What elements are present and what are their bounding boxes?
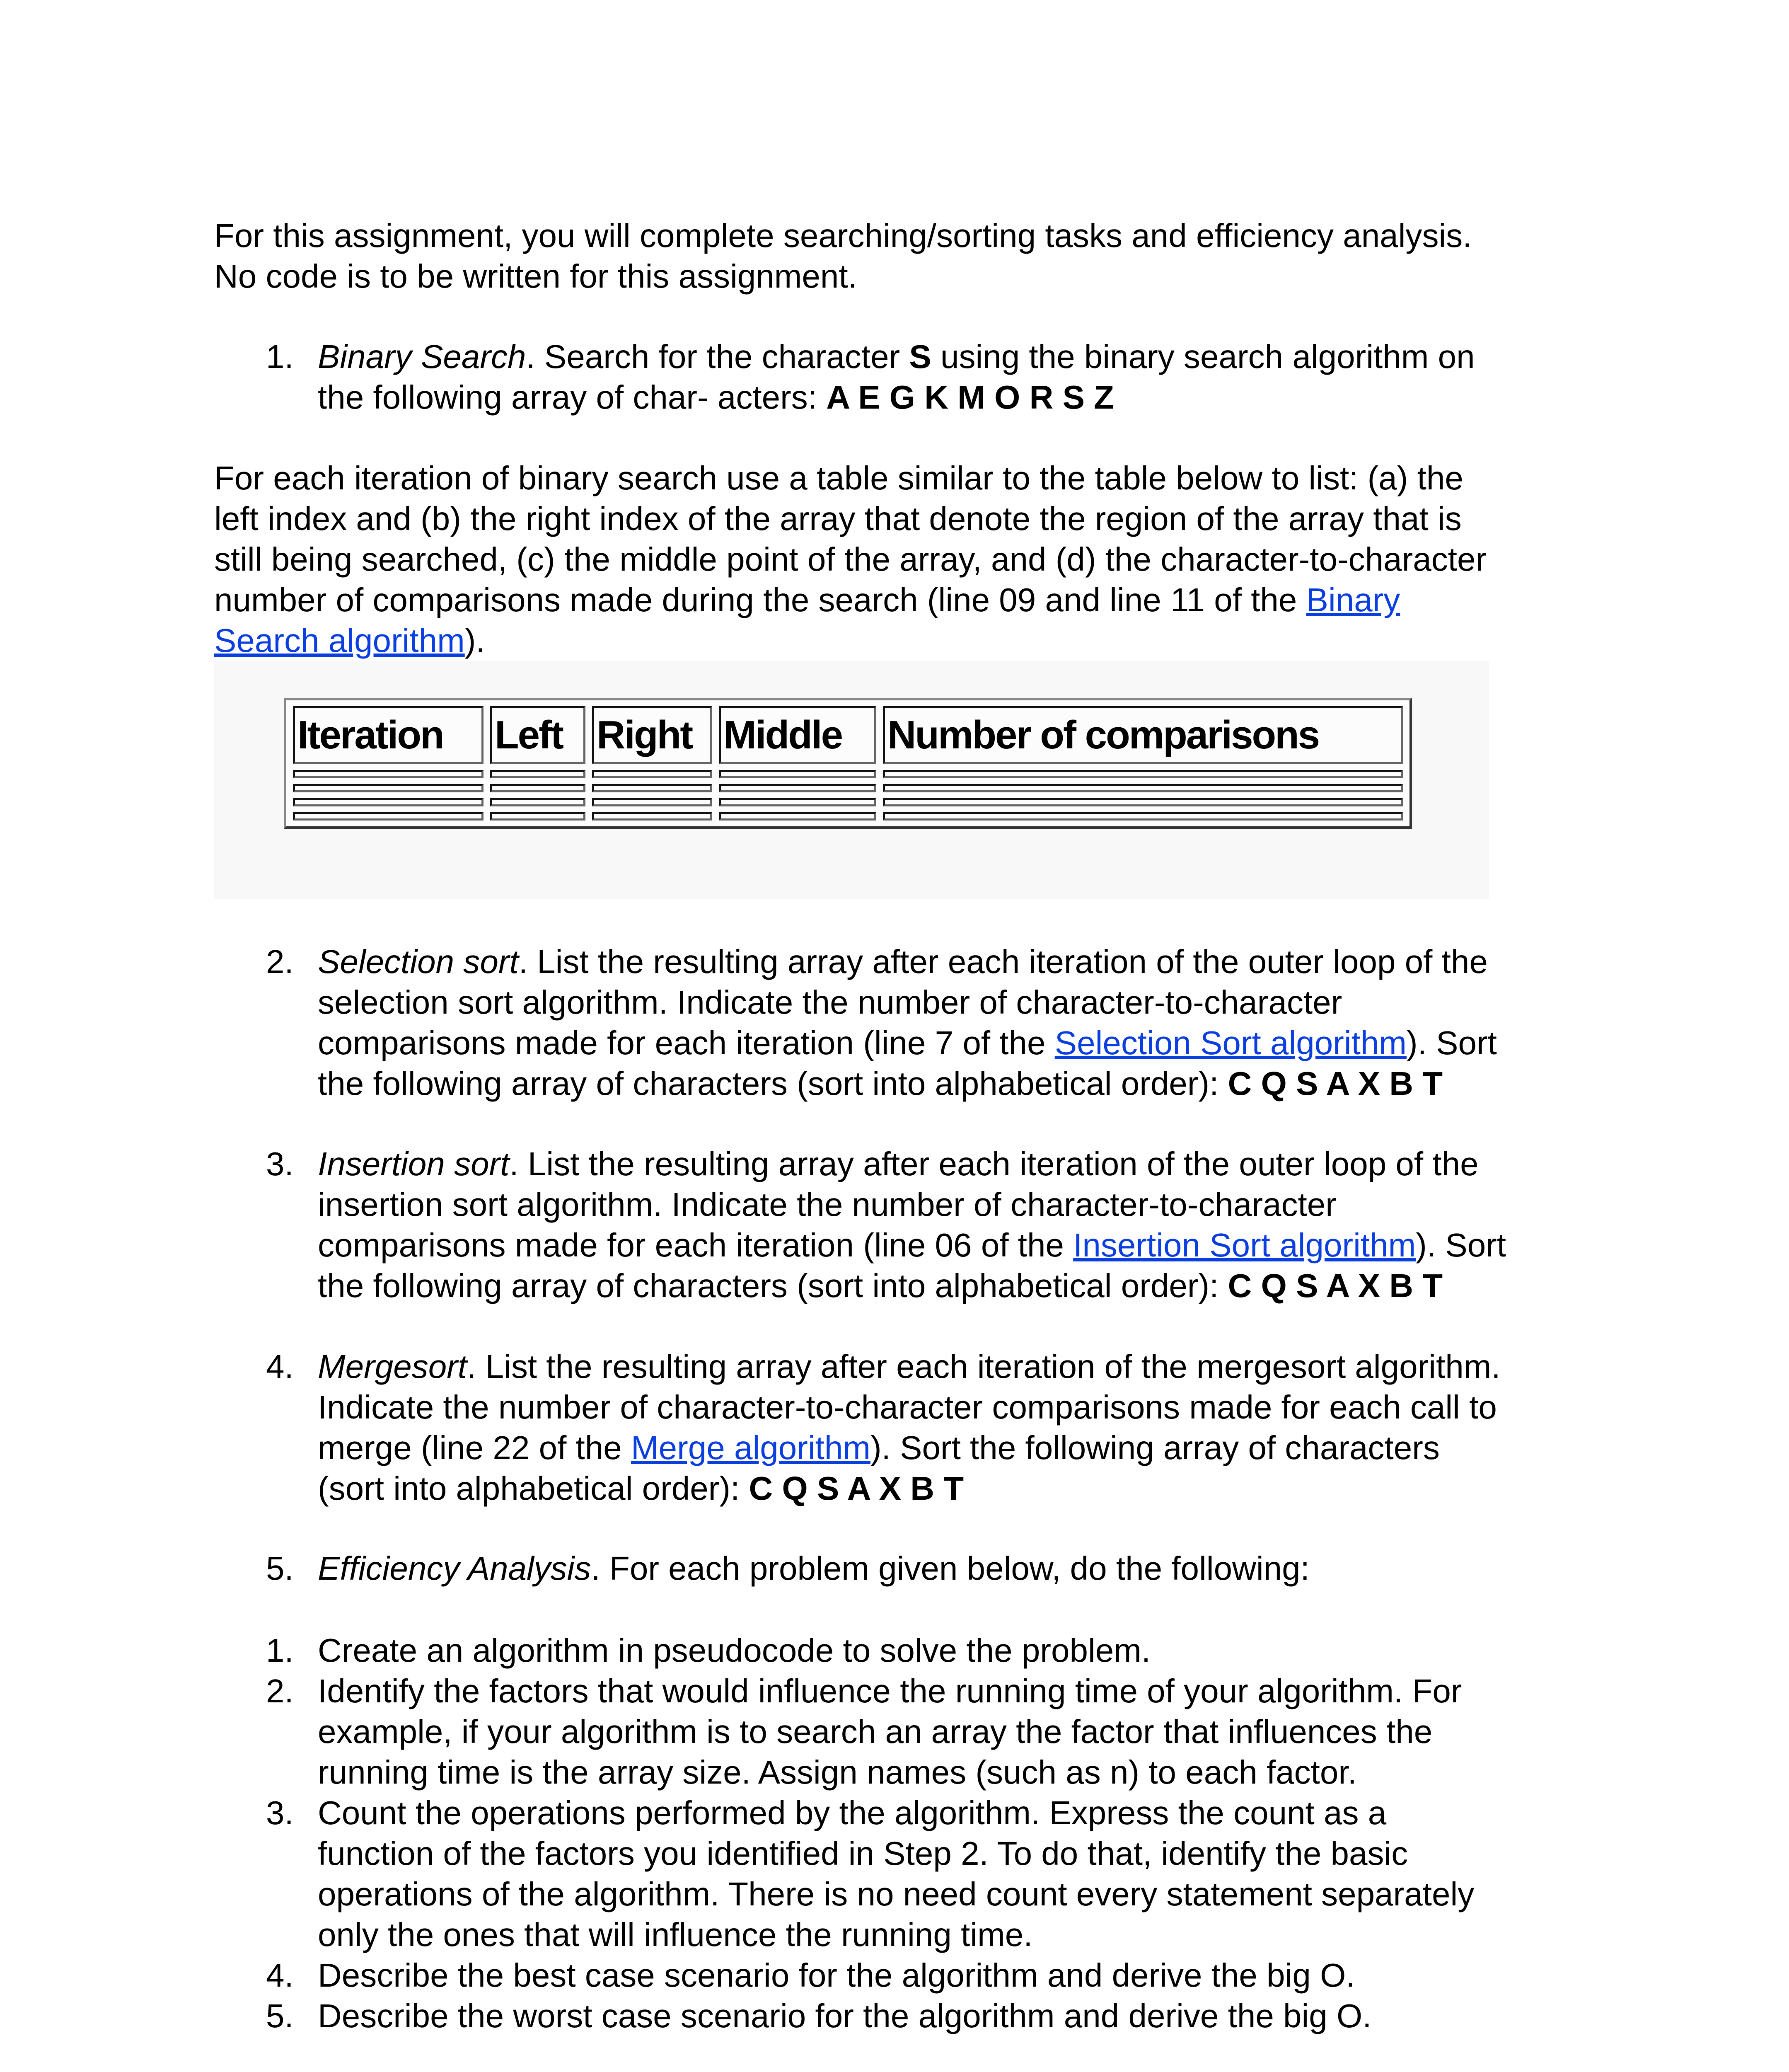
step-number: 4. <box>266 1957 294 1994</box>
text: selection sort algorithm. Indicate the number of character-to-character <box>318 984 1342 1021</box>
merge-link[interactable]: Merge algorithm <box>631 1429 870 1466</box>
item-title: Mergesort <box>318 1348 467 1385</box>
table-cell <box>883 784 1403 792</box>
intro-line: For this assignment, you will complete searching/sorting tasks and efficiency analysis. <box>214 217 1472 254</box>
text: comparisons made for each iteration (line 06 of the <box>318 1227 1073 1264</box>
table-cell <box>490 770 585 778</box>
binary-search-link[interactable]: Search algorithm <box>214 622 465 659</box>
intro-paragraph <box>214 215 1472 297</box>
table-cell <box>490 784 585 792</box>
table-figure <box>214 661 1489 899</box>
binary-search-link[interactable]: Binary <box>1306 581 1400 618</box>
table-cell <box>293 770 484 778</box>
text: only the ones that will influence the running time. <box>318 1916 1033 1953</box>
array-text: C Q S A X B T <box>1228 1065 1443 1102</box>
item-number: 2. <box>266 943 294 980</box>
header-middle: Middle <box>719 706 876 764</box>
table-cell <box>293 784 484 792</box>
text: Create an algorithm in pseudocode to solve the problem. <box>318 1632 1151 1669</box>
table-cell <box>719 770 876 778</box>
header-iteration: Iteration <box>293 706 484 764</box>
item-number: 1. <box>266 338 294 375</box>
text: ). <box>464 622 485 659</box>
item-title: Selection sort <box>318 943 519 980</box>
text: number of comparisons made during the search (line 09 and line 11 of the <box>214 581 1306 618</box>
table-cell <box>883 770 1403 778</box>
header-left: Left <box>490 706 585 764</box>
table-cell <box>490 812 585 821</box>
text: ). Sort <box>1407 1024 1497 1061</box>
item-number: 3. <box>266 1145 294 1182</box>
table-cell <box>592 798 712 806</box>
table-cell <box>293 812 484 821</box>
binary-search-instructions <box>214 458 1487 661</box>
text: . List the resulting array after each iteration of the mergesort algorithm. <box>467 1348 1501 1385</box>
table-cell <box>719 798 876 806</box>
text: . List the resulting array after each iteration of the outer loop of the <box>518 943 1488 980</box>
table-cell <box>719 812 876 821</box>
header-comparisons: Number of comparisons <box>883 706 1403 764</box>
text: For each iteration of binary search use a table similar to the table below to list: (a) the <box>214 460 1463 496</box>
item-number: 4. <box>266 1348 294 1385</box>
step-number: 5. <box>266 1997 294 2034</box>
table-cell <box>883 812 1403 821</box>
text: Identify the factors that would influence the running time of your algorithm. For <box>318 1673 1462 1709</box>
text: the following array of characters (sort into alphabetical order): <box>318 1065 1228 1102</box>
table-cell <box>719 784 876 792</box>
text: running time is the array size. Assign names (such as n) to each factor. <box>318 1754 1357 1791</box>
table-header-row <box>293 706 1403 764</box>
table-row <box>293 798 1403 806</box>
table-row <box>293 784 1403 792</box>
table-row <box>293 812 1403 821</box>
text: ). Sort <box>1416 1227 1506 1264</box>
table-cell <box>592 784 712 792</box>
table-cell <box>883 798 1403 806</box>
text: Count the operations performed by the algorithm. Express the count as a <box>318 1794 1387 1831</box>
intro-line: No code is to be written for this assignment. <box>214 258 857 295</box>
text: left index and (b) the right index of the array that denote the region of the array that is <box>214 500 1462 537</box>
table-cell <box>592 770 712 778</box>
text: ). Sort the following array of characters <box>870 1429 1440 1466</box>
insertion-sort-link[interactable]: Insertion Sort algorithm <box>1073 1227 1416 1264</box>
step-number: 1. <box>266 1632 294 1669</box>
text: using the binary search algorithm on <box>931 338 1475 375</box>
table-row <box>293 770 1403 778</box>
table-cell <box>592 812 712 821</box>
text: insertion sort algorithm. Indicate the number of character-to-character <box>318 1186 1337 1223</box>
step-number: 3. <box>266 1794 294 1831</box>
text: example, if your algorithm is to search an array the factor that influences the <box>318 1713 1433 1750</box>
text: . For each problem given below, do the following: <box>591 1550 1310 1587</box>
header-right: Right <box>592 706 712 764</box>
step-number: 2. <box>266 1673 294 1709</box>
text: the following array of characters (sort into alphabetical order): <box>318 1267 1228 1304</box>
table-cell <box>293 798 484 806</box>
text: Describe the worst case scenario for the algorithm and derive the big O. <box>318 1997 1372 2034</box>
text: Indicate the number of character-to-character comparisons made for each call to <box>318 1389 1497 1426</box>
text: Describe the best case scenario for the algorithm and derive the big O. <box>318 1957 1355 1994</box>
item-title: Insertion sort <box>318 1145 510 1182</box>
array-text: C Q S A X B T <box>749 1470 964 1507</box>
array-text: C Q S A X B T <box>1228 1267 1443 1304</box>
text: comparisons made for each iteration (line 7 of the <box>318 1024 1055 1061</box>
item-number: 5. <box>266 1550 294 1587</box>
table-cell <box>490 798 585 806</box>
text: function of the factors you identified in Step 2. To do that, identify the basic <box>318 1835 1408 1872</box>
item-title: Binary Search <box>318 338 526 375</box>
text: the following array of char- acters: <box>318 379 827 416</box>
item-title: Efficiency Analysis <box>318 1550 591 1587</box>
text: (sort into alphabetical order): <box>318 1470 749 1507</box>
binary-search-table <box>284 698 1412 829</box>
search-char: S <box>909 338 931 375</box>
text: . Search for the character <box>526 338 909 375</box>
text: merge (line 22 of the <box>318 1429 631 1466</box>
array-text: A E G K M O R S Z <box>826 379 1114 416</box>
text: operations of the algorithm. There is no need count every statement separately <box>318 1876 1475 1912</box>
selection-sort-link[interactable]: Selection Sort algorithm <box>1054 1024 1407 1061</box>
text: . List the resulting array after each iteration of the outer loop of the <box>509 1145 1479 1182</box>
text: still being searched, (c) the middle point of the array, and (d) the character-to-character <box>214 541 1487 578</box>
